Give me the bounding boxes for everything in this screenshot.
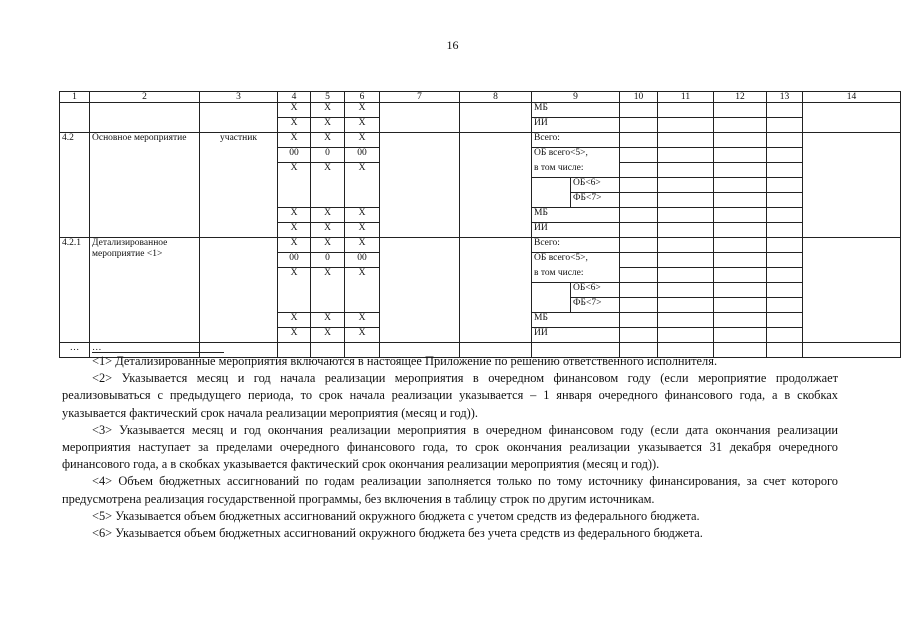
ellipsis-cell: …: [90, 343, 200, 358]
cell-x: Х: [345, 103, 380, 118]
cell-x: Х: [278, 133, 311, 148]
cell-x: Х: [311, 118, 345, 133]
cell-x: Х: [311, 223, 345, 238]
source-ii: ИИ: [532, 223, 620, 238]
footnote-6: <6> Указывается объем бюджетных ассигнований окружного бюджета без учета средств из федерального бюджета.: [92, 526, 703, 541]
row-number: 4.2.1: [60, 238, 90, 343]
source-ob6: ОБ<6>: [571, 178, 620, 193]
source-ii: ИИ: [532, 118, 620, 133]
cell-x: Х: [311, 268, 345, 313]
source-total: Всего:: [532, 238, 620, 253]
cell-x: Х: [278, 268, 311, 313]
cell-x: Х: [278, 163, 311, 208]
col-header-2: 2: [90, 92, 200, 103]
cell-0: 0: [311, 148, 345, 163]
col-header-6: 6: [345, 92, 380, 103]
source-mb: МБ: [532, 313, 620, 328]
cell-x: Х: [311, 103, 345, 118]
footnote-3: <3> Указывается месяц и год окончания реализации мероприятия в очередном финансовом году (если дата окончания реализации мероприятия наступает за пределами очередного финансового года, то срок окончания реализации указывается 31 декабря очередного финансового года, а в скобках указывается фактический срок окончания реализации мероприятия (месяц и год)).: [62, 422, 838, 472]
measure-name: [90, 238, 200, 343]
footnote-4: <4> Объем бюджетных ассигнований по годам реализации заполняется только по тому источнику финансирования, за счет которого предусмотрена реализация государственной программы, без включения в таблицу строк по другим источникам.: [62, 474, 838, 506]
footnote-1: <1> Детализированные мероприятия включаются в настоящее Приложение по решению ответственного исполнителя.: [92, 354, 718, 368]
cell-x: Х: [278, 313, 311, 328]
source-mb: МБ: [532, 103, 620, 118]
measure-name: Основное мероприятие: [90, 133, 200, 238]
source-fb7: ФБ<7>: [571, 298, 620, 313]
cell-00: 00: [345, 253, 380, 268]
page-number: 16: [446, 38, 459, 52]
source-ob-total: ОБ всего<5>,: [532, 148, 620, 163]
measure-name-line1: Детализированное: [92, 238, 168, 248]
source-incl: в том числе:: [532, 268, 620, 283]
row-number: 4.2: [60, 133, 90, 238]
cell-x: Х: [311, 313, 345, 328]
cell-x: Х: [311, 208, 345, 223]
source-incl: в том числе:: [532, 163, 620, 178]
cell-x: Х: [278, 208, 311, 223]
header-row: [60, 92, 901, 103]
footnotes: [62, 352, 838, 542]
col-header-11: 11: [658, 92, 714, 103]
cell-00: 00: [278, 253, 311, 268]
cell-00: 00: [278, 148, 311, 163]
footnote-5: <5> Указывается объем бюджетных ассигнований окружного бюджета с учетом средств из федерального бюджета.: [92, 508, 700, 523]
source-total: Всего:: [532, 133, 620, 148]
cell-x: Х: [278, 103, 311, 118]
ellipsis-cell: …: [60, 343, 90, 358]
program-measures-table: [59, 91, 901, 358]
cell-x: Х: [345, 223, 380, 238]
cell-x: Х: [345, 268, 380, 313]
cell-x: Х: [345, 208, 380, 223]
cell-x: Х: [311, 328, 345, 343]
source-ob6: ОБ<6>: [571, 283, 620, 298]
cell-x: Х: [278, 238, 311, 253]
cell-x: Х: [345, 313, 380, 328]
cell-x: Х: [278, 118, 311, 133]
executor: участник: [200, 133, 278, 238]
cell-x: Х: [345, 163, 380, 208]
table-row: [60, 238, 901, 253]
col-header-9: 9: [532, 92, 620, 103]
cell-x: Х: [345, 328, 380, 343]
col-header-8: 8: [460, 92, 532, 103]
measure-name-line2: мероприятие <1>: [92, 249, 163, 259]
source-fb7: ФБ<7>: [571, 193, 620, 208]
col-header-4: 4: [278, 92, 311, 103]
col-header-5: 5: [311, 92, 345, 103]
col-header-10: 10: [620, 92, 658, 103]
cell-x: Х: [345, 238, 380, 253]
col-header-1: 1: [60, 92, 90, 103]
cell-x: Х: [278, 328, 311, 343]
footnote-2: <2> Указывается месяц и год начала реализации мероприятия в очередном финансовом году (если мероприятие продолжает реализовываться с предыдущего периода, то срок начала реализации указывается – 1 января очередного финансового года, а в скобках указывается фактический срок начала реализации мероприятия (месяц и год)).: [62, 371, 838, 420]
cell-x: Х: [311, 133, 345, 148]
source-ii: ИИ: [532, 328, 620, 343]
table-row: [60, 103, 901, 118]
cell-0: 0: [311, 253, 345, 268]
cell-x: Х: [345, 118, 380, 133]
col-header-7: 7: [380, 92, 460, 103]
col-header-13: 13: [767, 92, 803, 103]
cell-x: Х: [345, 133, 380, 148]
col-header-3: 3: [200, 92, 278, 103]
cell-x: Х: [311, 163, 345, 208]
cell-x: Х: [311, 238, 345, 253]
col-header-12: 12: [714, 92, 767, 103]
table-row: [60, 133, 901, 148]
col-header-14: 14: [803, 92, 901, 103]
cell-00: 00: [345, 148, 380, 163]
cell-x: Х: [278, 223, 311, 238]
source-mb: МБ: [532, 208, 620, 223]
source-ob-total: ОБ всего<5>,: [532, 253, 620, 268]
